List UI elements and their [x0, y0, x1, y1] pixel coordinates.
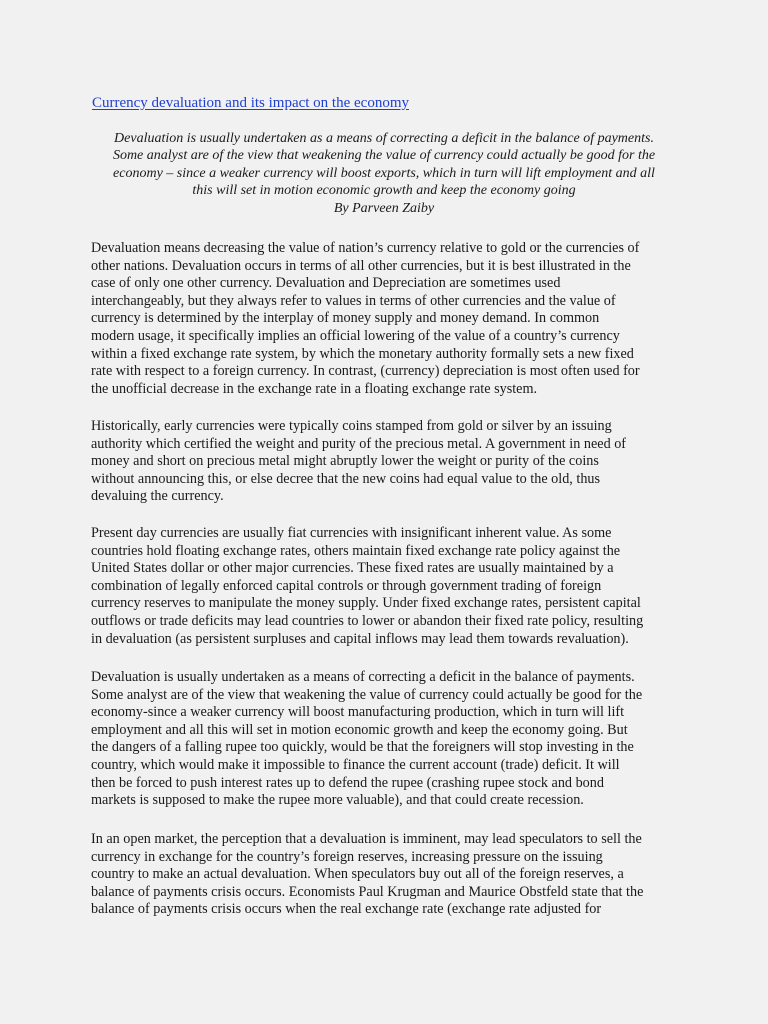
body-paragraph	[91, 525, 691, 648]
paragraph-line: currency in exchange for the country’s foreign reserves, increasing pressure on the issuing	[91, 848, 603, 865]
paragraph-line: interchangeably, but they always refer to values in terms of other currencies and the value of	[91, 292, 616, 309]
paragraph-line: combination of legally enforced capital controls or through government trading of foreign	[91, 577, 602, 594]
body-paragraph	[91, 240, 691, 398]
body-paragraph	[91, 418, 691, 506]
paragraph-line: outflows or trade deficits may lead countries to lower or abandon their fixed rate policy, resulting	[91, 612, 644, 629]
article-abstract	[82, 130, 686, 217]
paragraph-line: modern usage, it specifically implies an official lowering of the value of a country’s currency	[91, 327, 620, 344]
paragraph-line: other nations. Devaluation occurs in terms of all other currencies, but it is best illustrated in the	[91, 257, 631, 274]
paragraph-line: currency reserves to manipulate the money supply. Under fixed exchange rates, persistent capital	[91, 595, 641, 612]
abstract-line: economy – since a weaker currency will boost exports, which in turn will lift employment and all	[113, 165, 655, 181]
abstract-line: this will set in motion economic growth and keep the economy going	[192, 183, 576, 199]
author-byline: By Parveen Zaiby	[333, 200, 435, 216]
paragraph-line: In an open market, the perception that a devaluation is imminent, may lead speculators to sell the	[91, 831, 642, 847]
paragraph-line: authority which certified the weight and purity of the precious metal. A government in need of	[91, 435, 627, 452]
paragraph-line: without announcing this, or else decree that the new coins had equal value to the old, thus	[91, 470, 601, 487]
paragraph-line: devaluing the currency.	[91, 488, 224, 505]
paragraph-line: then be forced to push interest rates up to defend the rupee (crashing rupee stock and bond	[91, 774, 604, 791]
paragraph-line: country, which would make it impossible to finance the current account (trade) deficit. It will	[91, 756, 620, 773]
paragraph-line: Present day currencies are usually fiat currencies with insignificant inherent value. As some	[91, 525, 612, 541]
body-paragraph	[91, 831, 691, 919]
paragraph-line: within a fixed exchange rate system, by which the monetary authority formally sets a new fixed	[91, 345, 634, 362]
abstract-line: Some analyst are of the view that weakening the value of currency could actually be good for the	[112, 148, 656, 164]
paragraph-line: the dangers of a falling rupee too quickly, would be that the foreigners will stop investing in the	[91, 739, 634, 756]
paragraph-line: money and short on precious metal might abruptly lower the weight or purity of the coins	[91, 453, 599, 470]
paragraph-line: markets is supposed to make the rupee more valuable), and that could create recession.	[91, 792, 584, 809]
paragraph-line: the unofficial decrease in the exchange rate in a floating exchange rate system.	[91, 380, 538, 397]
paragraph-line: Devaluation means decreasing the value of nation’s currency relative to gold or the currencies of	[91, 240, 640, 256]
paragraph-line: Devaluation is usually undertaken as a means of correcting a deficit in the balance of payments.	[91, 669, 635, 685]
paragraph-line: economy-since a weaker currency will boost manufacturing production, which in turn will lift	[91, 704, 625, 721]
paragraph-line: Historically, early currencies were typically coins stamped from gold or silver by an issuing	[91, 418, 612, 434]
paragraph-line: country to make an actual devaluation. When speculators buy out all of the foreign reserves, a	[91, 866, 624, 883]
body-paragraph	[91, 669, 691, 810]
paragraph-line: countries hold floating exchange rates, others maintain fixed exchange rate policy against the	[91, 542, 621, 559]
paragraph-line: case of only one other currency. Devaluation and Depreciation are sometimes used	[91, 275, 561, 292]
paragraph-line: balance of payments crisis occurs. Economists Paul Krugman and Maurice Obstfeld state that the	[91, 883, 644, 900]
abstract-line: Devaluation is usually undertaken as a means of correcting a deficit in the balance of payments.	[114, 131, 654, 146]
article-title-link[interactable]: Currency devaluation and its impact on the economy	[92, 95, 409, 111]
paragraph-line: United States dollar or other major currencies. These fixed rates are usually maintained by a	[91, 560, 614, 577]
paragraph-line: rate with respect to a foreign currency. In contrast, (currency) depreciation is most often used for	[91, 363, 640, 380]
paragraph-line: balance of payments crisis occurs when the real exchange rate (exchange rate adjusted for	[91, 901, 602, 918]
paragraph-line: Some analyst are of the view that weakening the value of currency could actually be good for the	[91, 686, 643, 703]
paragraph-line: employment and all this will set in motion economic growth and keep the economy going. But	[91, 721, 628, 738]
paragraph-line: currency is determined by the interplay of money supply and money demand. In common	[91, 310, 600, 327]
paragraph-line: in devaluation (as persistent surpluses and capital inflows may lead them towards revaluation).	[91, 630, 629, 647]
